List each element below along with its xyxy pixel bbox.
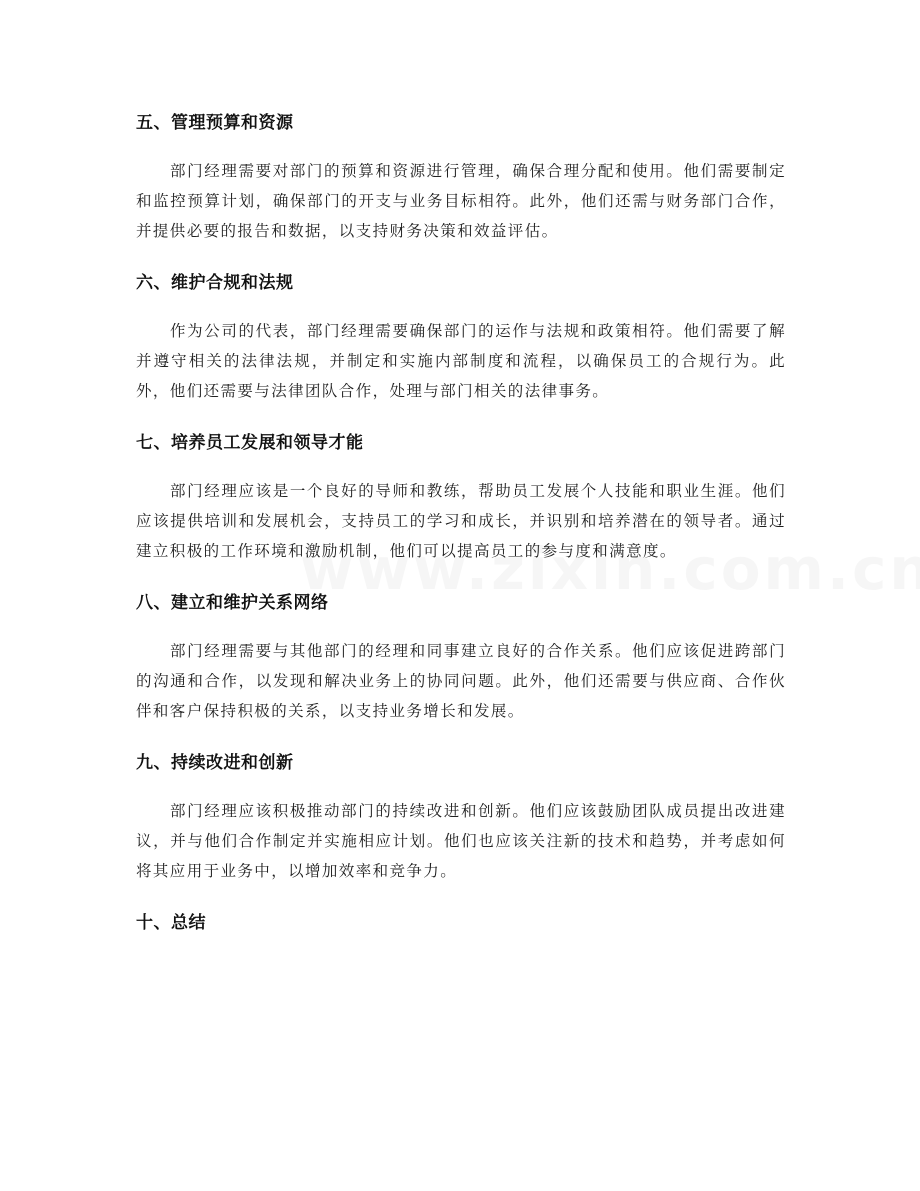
- section-budget: [136, 106, 786, 246]
- section-continuous-improvement: [136, 746, 786, 886]
- section-summary: [136, 906, 786, 940]
- section-paragraph: 部门经理应该是一个良好的导师和教练，帮助员工发展个人技能和职业生涯。他们应该提供培训和发展机会，支持员工的学习和成长，并识别和培养潜在的领导者。通过建立积极的工作环境和激励机制，他们可以提高员工的参与度和满意度。: [136, 482, 786, 560]
- section-heading: 七、培养员工发展和领导才能: [136, 433, 364, 453]
- section-paragraph: 作为公司的代表，部门经理需要确保部门的运作与法规和政策相符。他们需要了解并遵守相关的法律法规，并制定和实施内部制度和流程，以确保员工的合规行为。此外，他们还需要与法律团队合作，处理与部门相关的法律事务。: [136, 322, 786, 400]
- document-body: [136, 106, 786, 940]
- section-compliance: [136, 266, 786, 406]
- section-heading: 九、持续改进和创新: [136, 753, 294, 773]
- section-employee-development: [136, 426, 786, 566]
- section-heading: 十、总结: [136, 913, 206, 933]
- section-heading: 五、管理预算和资源: [136, 113, 294, 133]
- section-paragraph: 部门经理需要对部门的预算和资源进行管理，确保合理分配和使用。他们需要制定和监控预算计划，确保部门的开支与业务目标相符。此外，他们还需与财务部门合作，并提供必要的报告和数据，以支持财务决策和效益评估。: [136, 162, 786, 240]
- section-paragraph: 部门经理需要与其他部门的经理和同事建立良好的合作关系。他们应该促进跨部门的沟通和合作，以发现和解决业务上的协同问题。此外，他们还需要与供应商、合作伙伴和客户保持积极的关系，以支持业务增长和发展。: [136, 642, 786, 720]
- section-relationship-network: [136, 586, 786, 726]
- section-heading: 六、维护合规和法规: [136, 273, 294, 293]
- section-heading: 八、建立和维护关系网络: [136, 593, 329, 613]
- section-paragraph: 部门经理应该积极推动部门的持续改进和创新。他们应该鼓励团队成员提出改进建议，并与他们合作制定并实施相应计划。他们也应该关注新的技术和趋势，并考虑如何将其应用于业务中，以增加效率和竞争力。: [136, 802, 786, 880]
